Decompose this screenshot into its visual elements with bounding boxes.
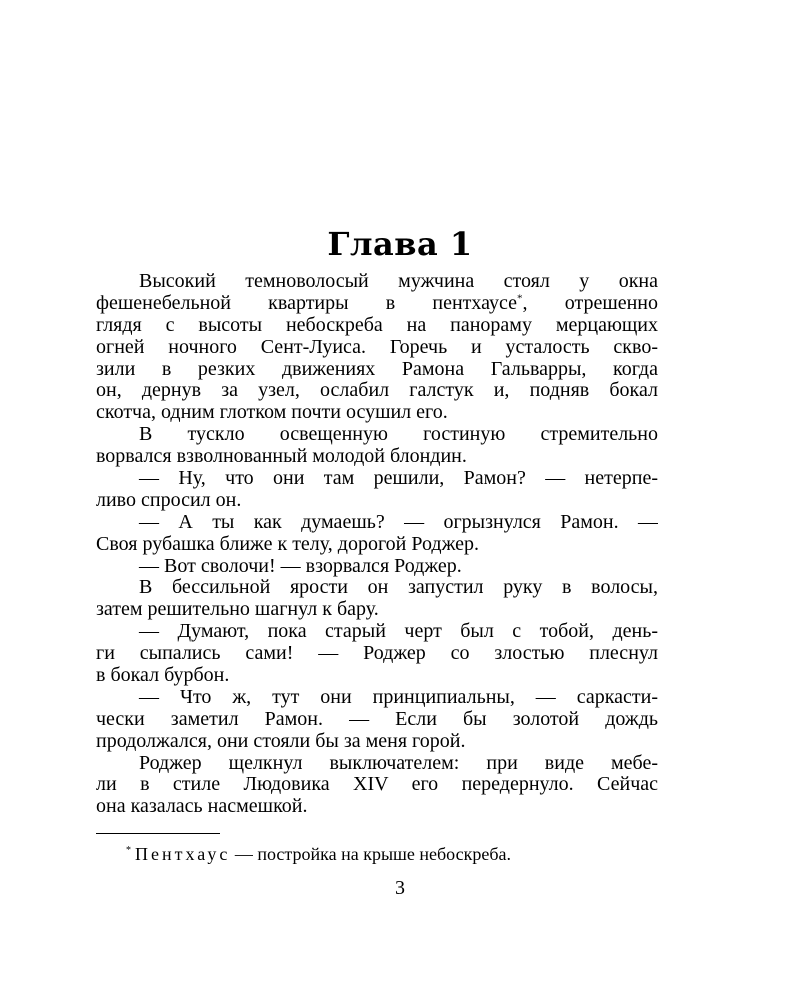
text-line-content: — А ты как думаешь? — огрызнулся Рамон. — xyxy=(139,511,658,533)
text-line xyxy=(96,599,658,621)
page-number: 3 xyxy=(395,877,405,899)
text-line-content: в бокал бурбон. xyxy=(96,665,230,687)
text-line-content: ворвался взволнованный молодой блондин. xyxy=(96,446,467,468)
text-line xyxy=(96,577,658,599)
text-line-content: — Вот сволочи! — взорвался Роджер. xyxy=(139,555,462,577)
footnote-definition: — постройка на крыше небоскреба. xyxy=(230,844,511,864)
text-line-content: скотча, одним глотком почти осушил его. xyxy=(96,402,448,424)
text-line xyxy=(96,315,658,337)
text-line xyxy=(96,556,658,578)
footnote xyxy=(126,843,511,865)
text-line xyxy=(96,665,658,687)
text-line-content: огней ночного Сент-Луиса. Горечь и усталость скво- xyxy=(96,336,658,358)
text-line xyxy=(96,446,658,468)
text-line-content: — Что ж, тут они принципиальны, — саркасти- xyxy=(139,686,658,708)
text-line-tail: , отрешенно xyxy=(522,292,658,314)
text-line-content: фешенебельной квартиры в пентхаусе xyxy=(96,292,518,314)
footnote-term: Пентхаус xyxy=(135,844,231,864)
text-line xyxy=(96,490,658,512)
text-line xyxy=(96,512,658,534)
text-line-content: Своя рубашка ближе к телу, дорогой Роджер. xyxy=(96,533,480,555)
text-line xyxy=(96,359,658,381)
text-line-content: зили в резких движениях Рамона Гальварры, когда xyxy=(96,358,658,380)
text-line-content: В тускло освещенную гостиную стремительно xyxy=(139,424,658,446)
text-line xyxy=(96,687,658,709)
text-line xyxy=(96,753,658,775)
text-line xyxy=(96,402,658,424)
text-line-content: продолжался, они стояли бы за меня горой. xyxy=(96,730,466,752)
text-line-content: ливо спросил он. xyxy=(96,489,242,511)
footnote-separator xyxy=(96,833,220,834)
text-line xyxy=(96,468,658,490)
text-line xyxy=(96,774,658,796)
text-line-content: — Думают, пока старый черт был с тобой, день- xyxy=(139,621,658,643)
text-line xyxy=(96,643,658,665)
text-line xyxy=(96,731,658,753)
text-line-content: чески заметил Рамон. — Если бы золотой дождь xyxy=(96,708,658,730)
text-line xyxy=(96,709,658,731)
text-line xyxy=(96,796,658,818)
text-line xyxy=(96,337,658,359)
chapter-title: Глава 1 xyxy=(327,225,473,263)
text-line xyxy=(96,380,658,402)
text-line-content: Роджер щелкнул выключателем: при виде мебе- xyxy=(139,752,658,774)
text-line xyxy=(96,534,658,556)
text-line-content: Высокий темноволосый мужчина стоял у окна xyxy=(139,271,658,292)
text-line-content: затем решительно шагнул к бару. xyxy=(96,599,379,621)
text-line-content: ги сыпались сами! — Роджер со злостью плеснул xyxy=(96,643,658,665)
body-text xyxy=(96,271,658,818)
text-line-content: ли в стиле Людовика XIV его передернуло. Сейчас xyxy=(96,774,658,796)
footnote-reference: * xyxy=(517,292,523,305)
text-line-content: она казалась насмешкой. xyxy=(96,796,308,818)
text-line xyxy=(96,424,658,446)
footnote-mark: * xyxy=(126,845,131,856)
text-line-content: В бессильной ярости он запустил руку в волосы, xyxy=(139,577,658,599)
text-line xyxy=(96,271,658,293)
text-line xyxy=(96,293,658,315)
text-line xyxy=(96,621,658,643)
text-line-content: он, дернув за узел, ослабил галстук и, подняв бокал xyxy=(96,380,658,402)
text-line-content: глядя с высоты небоскреба на панораму мерцающих xyxy=(96,314,658,336)
text-line-content: — Ну, что они там решили, Рамон? — нетерпе- xyxy=(139,468,658,490)
